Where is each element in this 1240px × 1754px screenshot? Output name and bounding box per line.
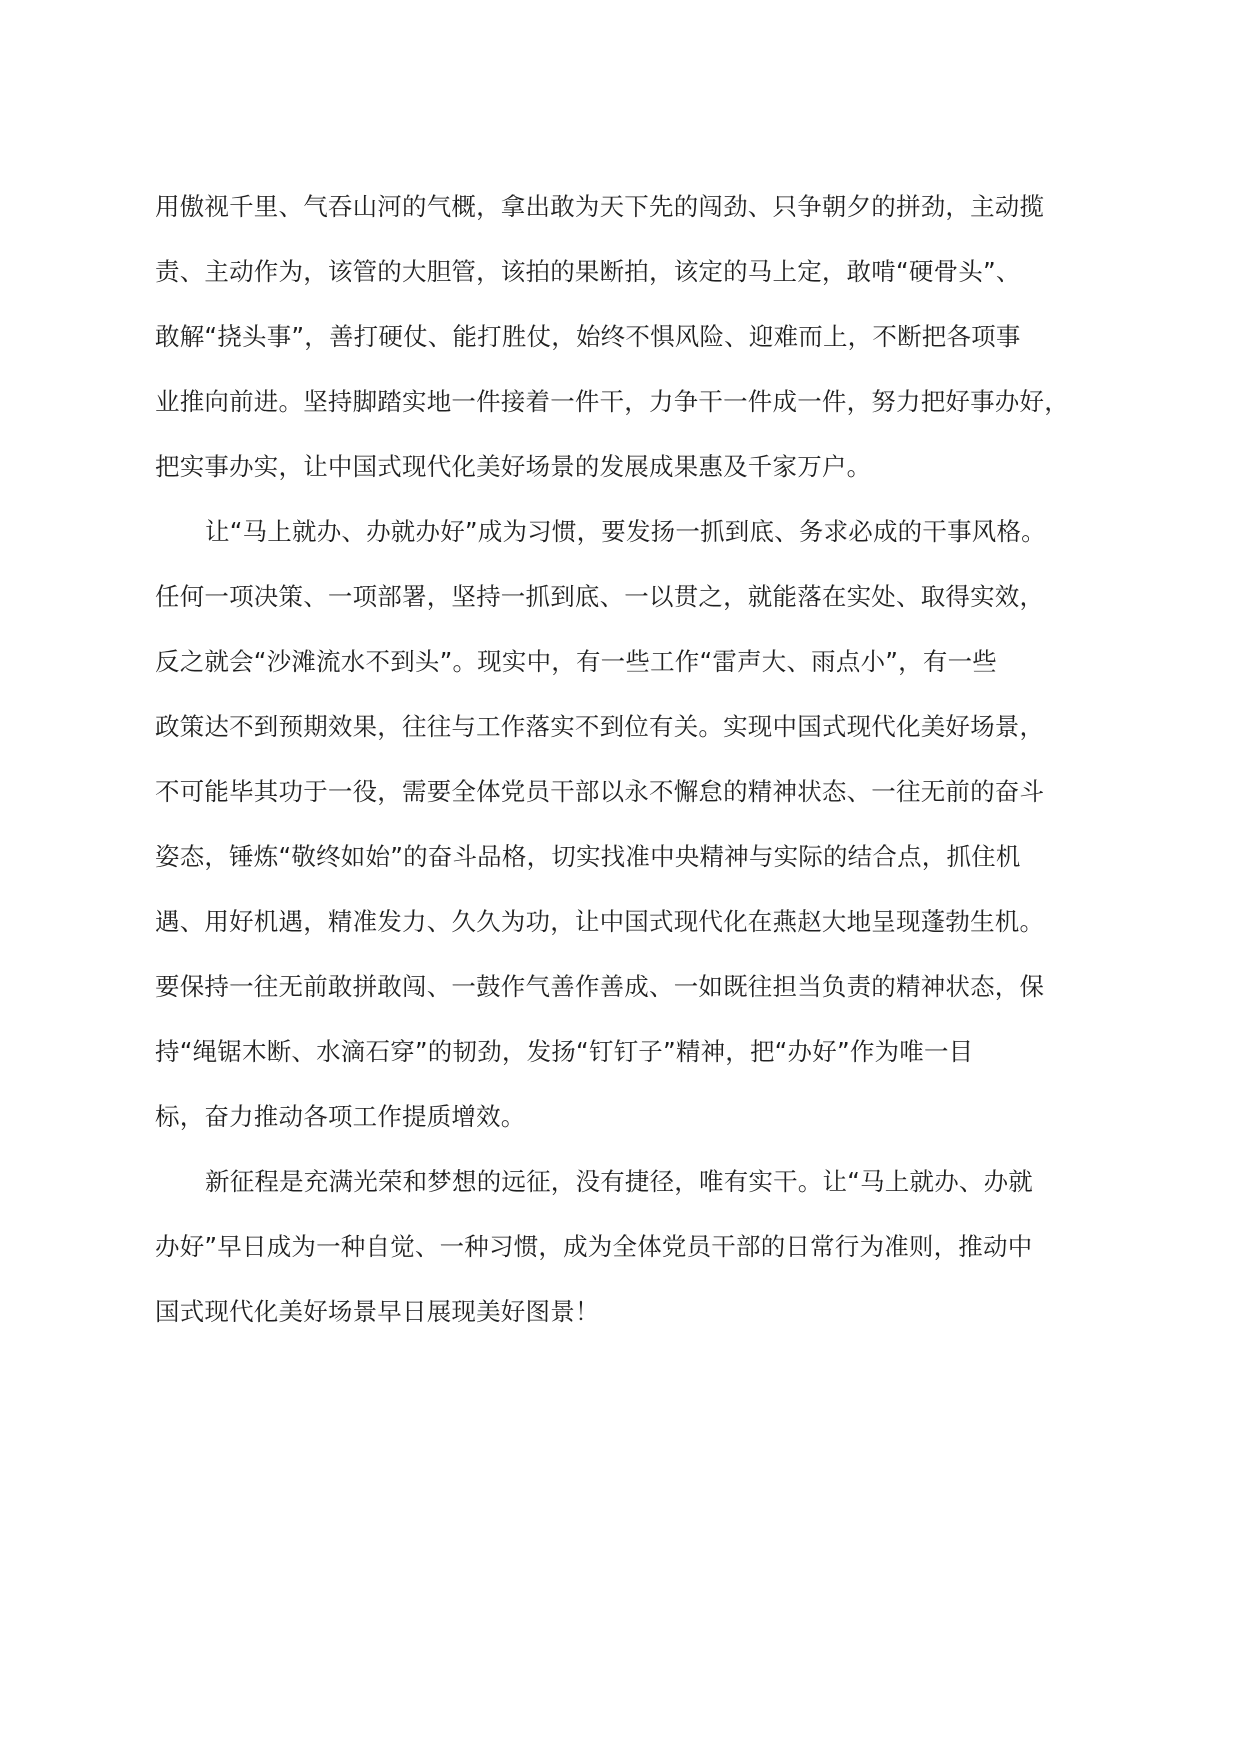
text-line: 任何一项决策、一项部署，坚持一抓到底、一以贯之，就能落在实处、取得实效，: [155, 582, 1045, 611]
text-line: 敢解“挠头事”，善打硬仗、能打胜仗，始终不惧风险、迎难而上，不断把各项事: [155, 322, 1021, 351]
text-line: 要保持一往无前敢拼敢闯、一鼓作气善作善成、一如既往担当负责的精神状态，保: [155, 972, 1045, 1001]
text-line: 政策达不到预期效果，往往与工作落实不到位有关。实现中国式现代化美好场景，: [155, 712, 1045, 741]
text-line: 业推向前进。坚持脚踏实地一件接着一件干，力争干一件成一件，努力把好事办好，: [155, 387, 1069, 416]
text-line: 遇、用好机遇，精准发力、久久为功，让中国式现代化在燕赵大地呈现蓬勃生机。: [155, 907, 1045, 936]
paragraph-start-line: 新征程是充满光荣和梦想的远征，没有捷径，唯有实干。让“马上就办、办就: [205, 1167, 1033, 1196]
text-line: 办好”早日成为一种自觉、一种习惯，成为全体党员干部的日常行为准则，推动中: [155, 1232, 1033, 1261]
text-line: 国式现代化美好场景早日展现美好图景！: [155, 1297, 600, 1326]
text-line: 责、主动作为，该管的大胆管，该拍的果断拍，该定的马上定，敢啃“硬骨头”、: [155, 257, 1021, 286]
text-line: 姿态，锤炼“敬终如始”的奋斗品格，切实找准中央精神与实际的结合点，抓住机: [155, 842, 1021, 871]
text-line: 持“绳锯木断、水滴石穿”的韧劲，发扬“钉钉子”精神，把“办好”作为唯一目: [155, 1037, 974, 1066]
text-line: 不可能毕其功于一役，需要全体党员干部以永不懈怠的精神状态、一往无前的奋斗: [155, 777, 1045, 806]
paragraph-start-line: 让“马上就办、办就办好”成为习惯，要发扬一抓到底、务求必成的干事风格。: [205, 517, 1046, 546]
text-line: 把实事办实，让中国式现代化美好场景的发展成果惠及千家万户。: [155, 452, 872, 481]
text-line: 反之就会“沙滩流水不到头”。现实中，有一些工作“雷声大、雨点小”，有一些: [155, 647, 997, 676]
text-line: 用傲视千里、气吞山河的气概，拿出敢为天下先的闯劲、只争朝夕的拼劲，主动揽: [155, 192, 1045, 221]
text-line: 标，奋力推动各项工作提质增效。: [155, 1102, 526, 1131]
document-body: [155, 191, 1085, 1361]
